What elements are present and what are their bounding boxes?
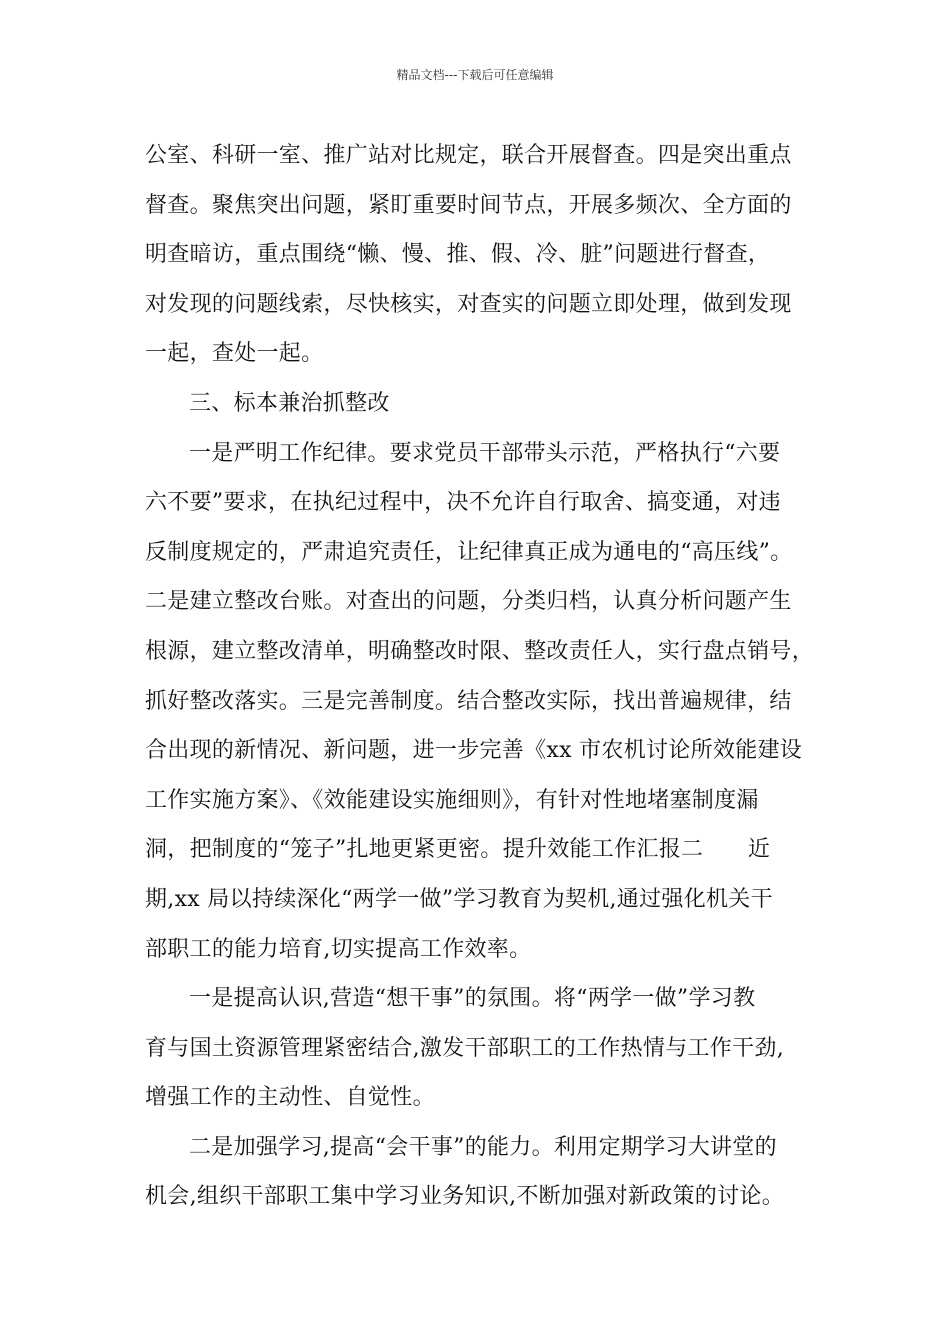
paragraph-line: 二是加强学习,提高“会干事”的能力。利用定期学习大讲堂的 [189, 1134, 777, 1160]
paragraph-line: 明查暗访，重点围绕“懒、慢、推、假、冷、脏”问题进行督查， [145, 242, 771, 268]
paragraph-line: 洞，把制度的“笼子”扎地更紧更密。提升效能工作汇报二 近 [145, 837, 771, 863]
paragraph-line: 一起，查处一起。 [145, 341, 324, 367]
page-header: 精品文档---下载后可任意编辑 [396, 68, 554, 82]
paragraph-line: 增强工作的主动性、自觉性。 [145, 1085, 435, 1111]
paragraph-line: 根源，建立整改清单，明确整改时限、整改责任人，实行盘点销号， [145, 638, 815, 664]
section-heading: 三、标本兼治抓整改 [189, 390, 390, 416]
paragraph-line: 合出现的新情况、新问题，进一步完善《xx 市农机讨论所效能建设 [145, 738, 803, 764]
paragraph-line: 督查。聚焦突出问题，紧盯重要时间节点，开展多频次、全方面的 [145, 192, 792, 218]
paragraph-line: 反制度规定的，严肃追究责任，让纪律真正成为通电的“高压线”。 [145, 539, 793, 565]
paragraph-line: 公室、科研一室、推广站对比规定，联合开展督查。四是突出重点 [145, 143, 792, 168]
paragraph-line: 一是提高认识,营造“想干事”的氛围。将“两学一做”学习教 [189, 986, 756, 1012]
paragraph-line: 工作实施方案》、《效能建设实施细则》，有针对性地堵塞制度漏 [145, 787, 759, 813]
paragraph-line: 抓好整改落实。三是完善制度。结合整改实际，找出普遍规律，结 [145, 688, 792, 714]
paragraph-line: 二是建立整改台账。对查出的问题，分类归档，认真分析问题产生 [145, 589, 792, 615]
paragraph-line: 对发现的问题线索，尽快核实，对查实的问题立即处理，做到发现 [145, 291, 792, 317]
paragraph-line: 一是严明工作纪律。要求党员干部带头示范，严格执行“六要 [189, 440, 781, 466]
paragraph-line: 育与国土资源管理紧密结合,激发干部职工的工作热情与工作干劲, [145, 1035, 784, 1061]
paragraph-line: 机会,组织干部职工集中学习业务知识,不断加强对新政策的讨论。 [145, 1184, 784, 1210]
paragraph-line: 六不要”要求，在执纪过程中，决不允许自行取舍、搞变通，对违 [145, 490, 781, 516]
paragraph-line: 期,xx 局以持续深化“两学一做”学习教育为契机,通过强化机关干 [145, 886, 773, 912]
paragraph-line: 部职工的能力培育,切实提高工作效率。 [145, 936, 532, 962]
body-text [145, 131, 815, 1222]
